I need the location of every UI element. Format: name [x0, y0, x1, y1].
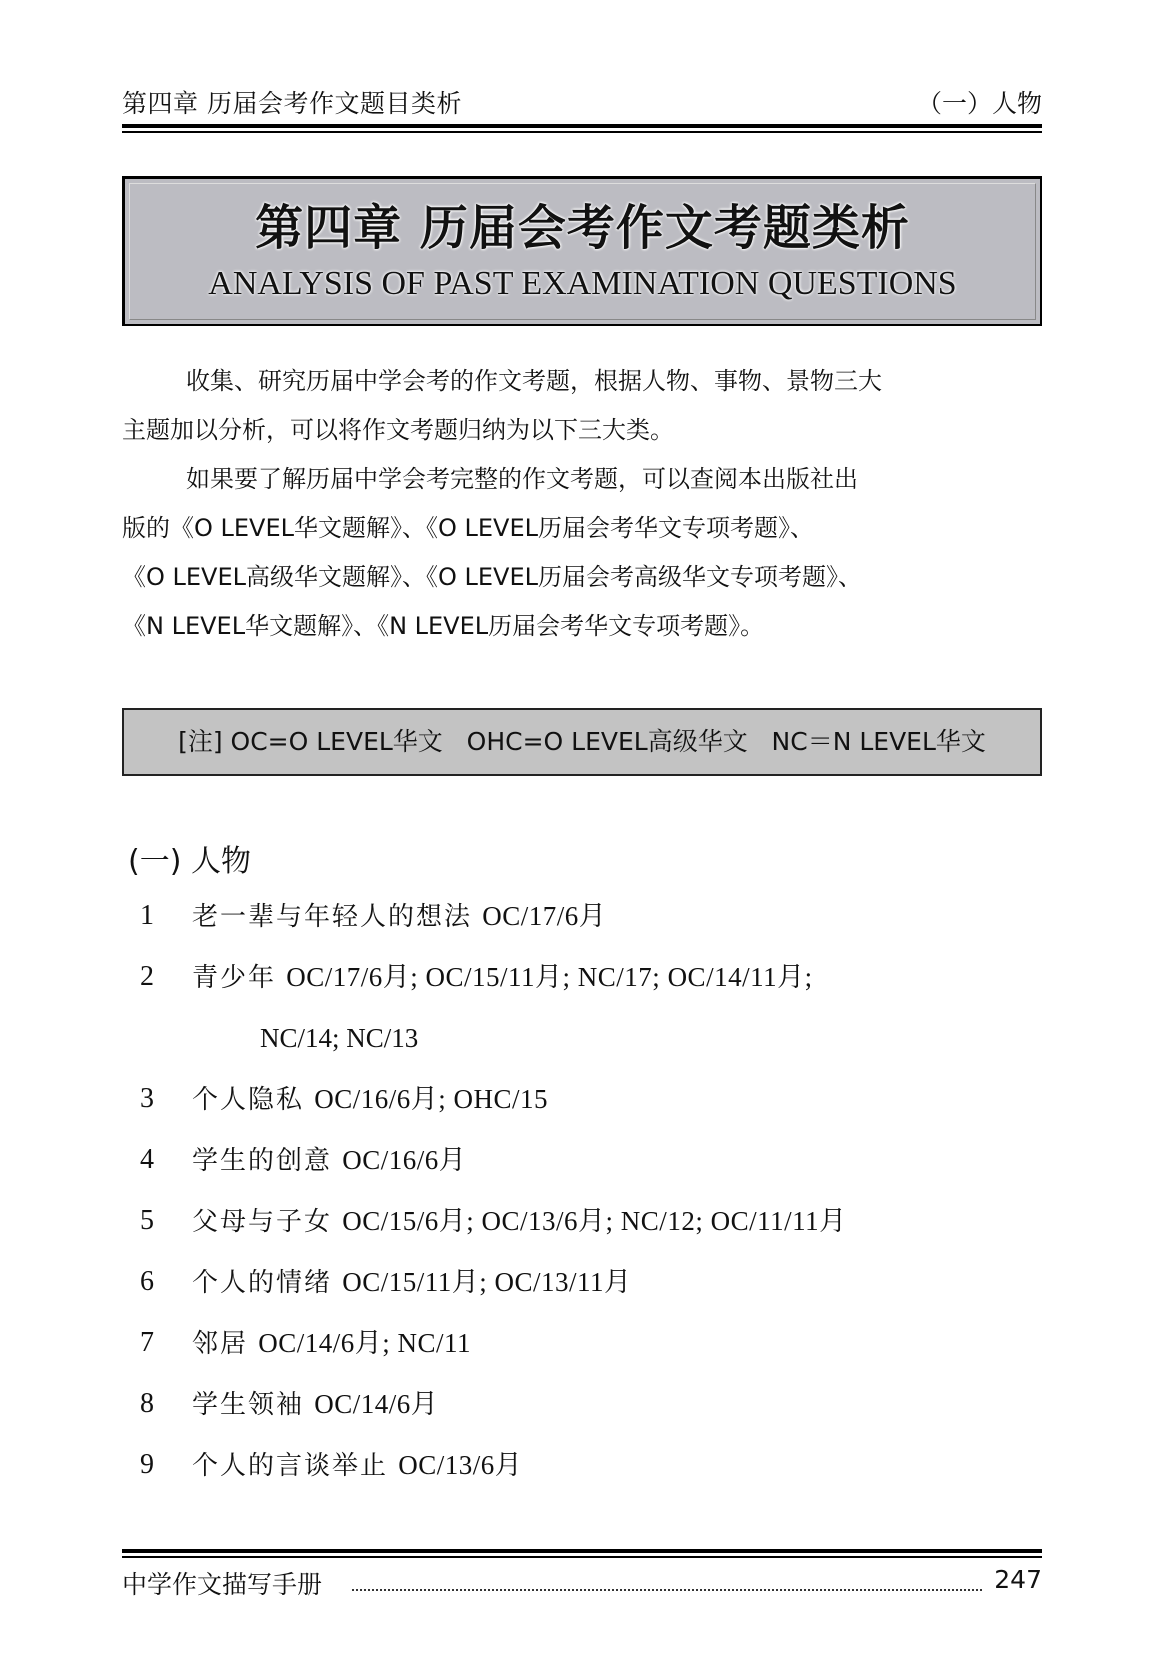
- item-topic: 青少年: [192, 963, 277, 993]
- intro-paragraph-1: [122, 357, 1052, 455]
- chapter-title-cn: 第四章 历届会考作文考题类析: [255, 200, 910, 256]
- running-header-section: （一）人物: [916, 89, 1042, 118]
- item-number: 6: [140, 1266, 154, 1297]
- running-header-chapter: 第四章 历届会考作文题目类析: [122, 89, 462, 118]
- list-item: [140, 1262, 1040, 1323]
- list-item: [140, 957, 1040, 1018]
- item-topic: 邻居: [192, 1329, 249, 1359]
- paragraph-line: 收集、研究历届中学会考的作文考题，根据人物、事物、景物三大: [186, 367, 882, 395]
- header-rule-thick: [122, 124, 1042, 128]
- list-item: [140, 1201, 1040, 1262]
- item-number: 2: [140, 961, 154, 992]
- item-topic: 个人隐私: [192, 1085, 305, 1115]
- list-item: [140, 896, 1040, 957]
- item-number: 9: [140, 1449, 154, 1480]
- item-refs: OC/15/11月; OC/13/11月: [342, 1267, 632, 1297]
- list-item: [140, 1384, 1040, 1445]
- item-refs: OC/14/6月: [314, 1389, 439, 1419]
- footer-rule-thick: [122, 1549, 1042, 1553]
- paragraph-line: 如果要了解历届中学会考完整的作文考题，可以查阅本出版社出: [186, 465, 858, 493]
- item-number: 5: [140, 1205, 154, 1236]
- item-refs: OC/16/6月: [342, 1145, 467, 1175]
- item-topic: 学生的创意: [192, 1146, 333, 1176]
- dotted-leader: [352, 1589, 982, 1591]
- item-number: 7: [140, 1327, 154, 1358]
- list-item: [140, 1140, 1040, 1201]
- intro-paragraph-2: [122, 455, 1052, 651]
- item-refs-continued: NC/14; NC/13: [260, 1023, 419, 1053]
- item-number: 8: [140, 1388, 154, 1419]
- abbreviation-note: [注] OC=O LEVEL华文 OHC=O LEVEL高级华文 NC＝N LEVEL华文: [122, 708, 1042, 776]
- page-footer: [122, 1565, 1042, 1605]
- item-refs: OC/17/6月; OC/15/11月; NC/17; OC/14/11月;: [286, 962, 813, 992]
- paragraph-line: 《O LEVEL高级华文题解》、《O LEVEL历届会考高级华文专项考题》、: [122, 563, 863, 591]
- item-refs: OC/14/6月; NC/11: [258, 1328, 472, 1358]
- item-number: 1: [140, 900, 154, 931]
- list-item: [140, 1323, 1040, 1384]
- item-topic: 学生领袖: [192, 1390, 305, 1420]
- topic-list: [140, 896, 1040, 1506]
- paragraph-line: 《N LEVEL华文题解》、《N LEVEL历届会考华文专项考题》。: [122, 612, 765, 640]
- chapter-title-box: [122, 176, 1042, 326]
- paragraph-line: 主题加以分析，可以将作文考题归纳为以下三大类。: [122, 416, 674, 444]
- footer-rule-thin: [122, 1556, 1042, 1558]
- item-topic: 个人的情绪: [192, 1268, 333, 1298]
- running-header: [122, 84, 1042, 124]
- chapter-title-en: ANALYSIS OF PAST EXAMINATION QUESTIONS: [208, 265, 957, 302]
- item-refs: OC/13/6月: [398, 1450, 523, 1480]
- section-heading: (一) 人物: [128, 844, 251, 879]
- item-number: 4: [140, 1144, 154, 1175]
- footer-book-title: 中学作文描写手册: [122, 1565, 328, 1601]
- page-number: 247: [988, 1565, 1042, 1594]
- item-number: 3: [140, 1083, 154, 1114]
- paragraph-line: 版的《O LEVEL华文题解》、《O LEVEL历届会考华文专项考题》、: [122, 514, 815, 542]
- item-topic: 老一辈与年轻人的想法: [192, 902, 473, 932]
- item-refs: OC/17/6月: [482, 901, 607, 931]
- list-item: [140, 1079, 1040, 1140]
- list-item: [140, 1445, 1040, 1506]
- item-topic: 个人的言谈举止: [192, 1451, 389, 1481]
- item-topic: 父母与子女: [192, 1207, 333, 1237]
- header-rule-thin: [122, 131, 1042, 133]
- item-refs: OC/16/6月; OHC/15: [314, 1084, 549, 1114]
- item-refs: OC/15/6月; OC/13/6月; NC/12; OC/11/11月: [342, 1206, 847, 1236]
